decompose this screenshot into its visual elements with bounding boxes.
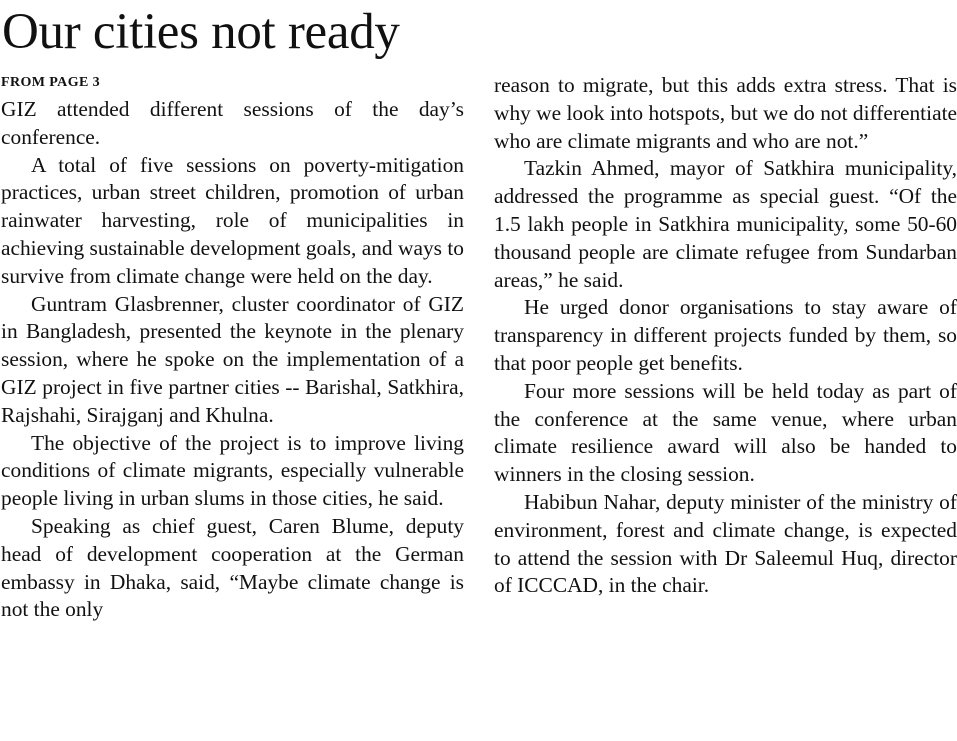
paragraph: Guntram Glasbrenner, cluster coordinator of GIZ in Bangladesh, presented the keynote in the plenary session, where he spoke on the implementation of a GIZ project in five partner cities -- Barishal, Satkhira, Rajshahi, Sirajganj and Khulna. <box>1 291 464 427</box>
paragraph: reason to migrate, but this adds extra stress. That is why we look into hotspots, but we do not differentiate who are climate migrants and who are not.” <box>494 73 957 153</box>
paragraph: Speaking as chief guest, Caren Blume, deputy head of development cooperation at the German embassy in Dhaka, said, “Maybe climate change is not the only <box>1 513 464 622</box>
continued-from-label: FROM PAGE 3 <box>1 75 101 90</box>
article-column-right <box>494 72 957 600</box>
paragraph: The objective of the project is to improve living conditions of climate migrants, especially vulnerable people living in urban slums in those cities, he said. <box>1 430 464 511</box>
headline: Our cities not ready <box>2 4 400 60</box>
paragraph: Tazkin Ahmed, mayor of Satkhira municipality, addressed the programme as special guest. “Of the 1.5 lakh people in Satkhira municipality, some 50-60 thousand people are climate refugee from Sundarban areas,” he said. <box>494 156 957 292</box>
paragraph: Four more sessions will be held today as part of the conference at the same venue, where urban climate resilience award will also be handed to winners in the closing session. <box>494 378 957 487</box>
paragraph: He urged donor organisations to stay aware of transparency in different projects funded by them, so that poor people get benefits. <box>494 295 957 375</box>
paragraph: A total of five sessions on poverty-mitigation practices, urban street children, promotion of urban rainwater harvesting, role of municipalities in achieving sustainable development goals, and ways to survive from climate change were held on the day. <box>1 152 464 288</box>
article-column-left <box>1 70 464 624</box>
paragraph: Habibun Nahar, deputy minister of the ministry of environment, forest and climate change, is expected to attend the session with Dr Saleemul Huq, director of ICCCAD, in the chair. <box>494 489 957 598</box>
paragraph: GIZ attended different sessions of the day’s conference. <box>1 97 464 149</box>
